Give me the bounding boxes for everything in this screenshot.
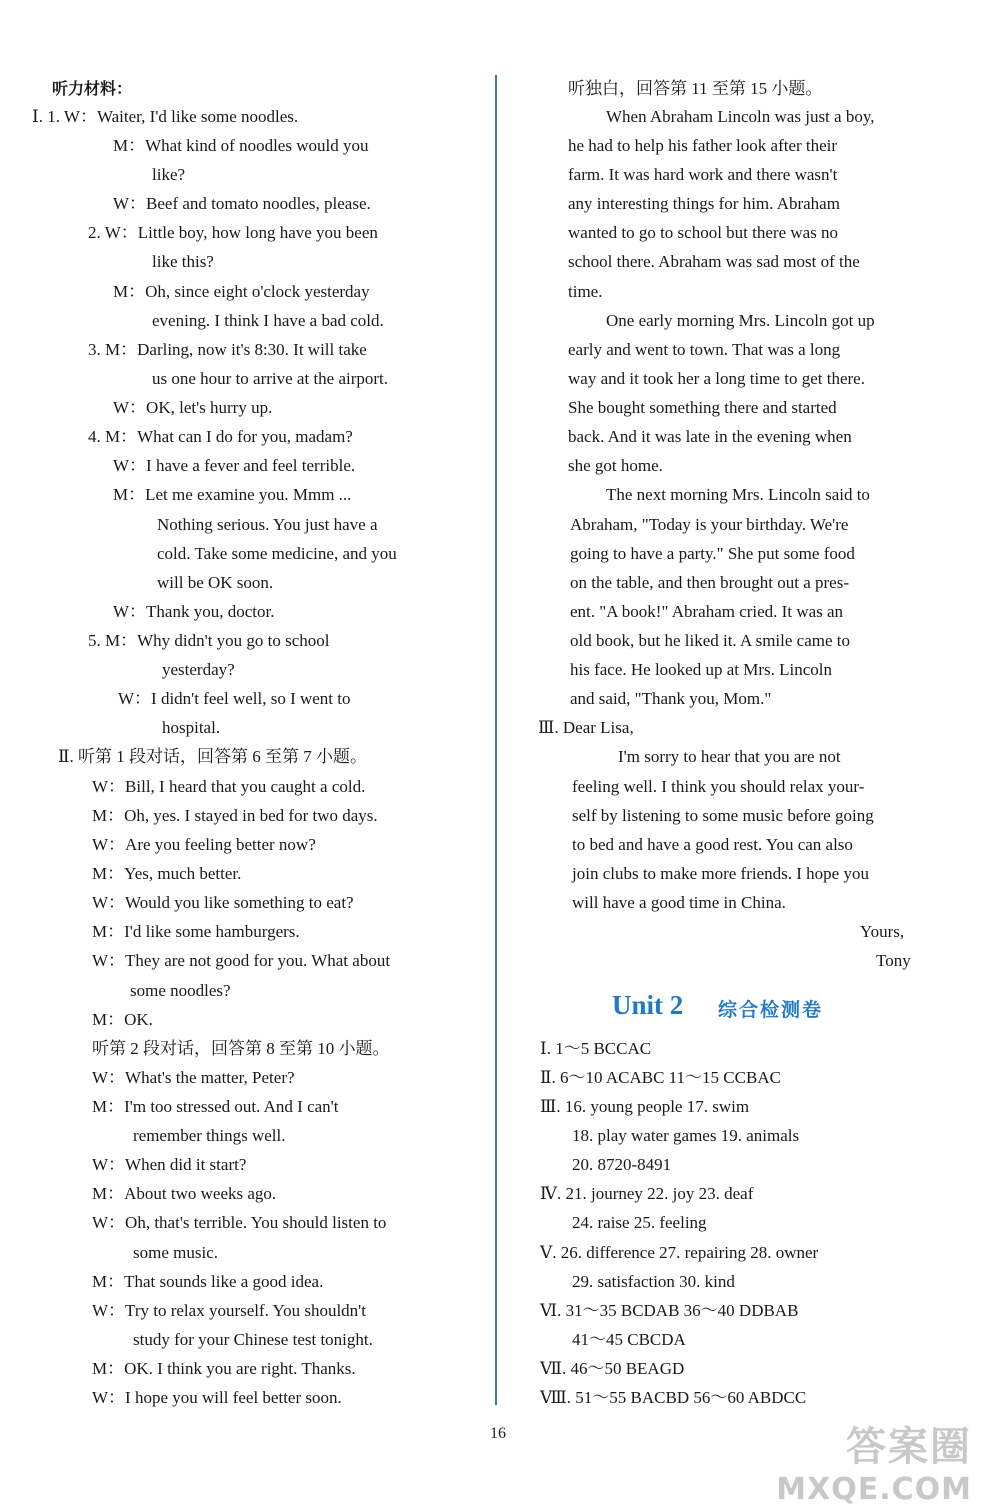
text-line: like this? [152,252,214,271]
watermark [776,1415,972,1507]
text-line: his face. He looked up at Mrs. Lincoln [570,660,833,679]
text-line: will have a good time in China. [572,893,786,912]
text-line: old book, but he liked it. A smile came to [570,631,850,650]
text-line: Ⅱ. 6～10 ACABC 11～15 CCBAC [540,1068,781,1087]
text-line: W：I hope you will feel better soon. [92,1388,342,1407]
text-line: M：I'm too stressed out. And I can't [92,1097,339,1116]
text-line: 听力材料： [52,79,133,98]
text-line: will be OK soon. [157,573,274,592]
text-line: yesterday? [162,660,235,679]
text-line: and said, "Thank you, Mom." [570,689,772,708]
unit-title: Unit 2 [612,990,684,1020]
text-line: back. And it was late in the evening when [568,427,852,446]
text-line: time. [568,282,603,301]
text-line: remember things well. [133,1126,286,1145]
text-line: 18. play water games 19. animals [572,1126,800,1145]
page-number: 16 [490,1425,506,1442]
text-line: Tony [876,951,911,970]
text-line: hospital. [162,718,221,737]
text-line: W：Bill, I heard that you caught a cold. [92,777,366,796]
text-line: Ⅲ. 16. young people 17. swim [540,1097,750,1116]
text-line: Ⅰ. 1～5 BCCAC [540,1039,652,1058]
text-line: 41～45 CBCDA [572,1330,686,1349]
text-line: on the table, and then brought out a pres- [570,573,850,592]
text-line: any interesting things for him. Abraham [568,194,840,213]
column-divider [495,75,497,1405]
text-line: 20. 8720-8491 [572,1155,672,1174]
text-line: 24. raise 25. feeling [572,1213,707,1232]
text-line: study for your Chinese test tonight. [133,1330,373,1349]
text-line: W：I have a fever and feel terrible. [113,456,356,475]
text-line: Ⅷ. 51～55 BACBD 56～60 ABDCC [540,1388,807,1407]
unit-subtitle: 综合检测卷 [718,999,824,1021]
text-line: One early morning Mrs. Lincoln got up [606,311,875,330]
text-line: farm. It was hard work and there wasn't [568,165,838,184]
text-line: When Abraham Lincoln was just a boy, [606,107,875,126]
text-line: some music. [133,1243,218,1262]
text-line: 3. M：Darling, now it's 8:30. It will take [88,340,367,359]
text-line: W：Are you feeling better now? [92,835,316,854]
text-line: she got home. [568,456,663,475]
text-line: M：Yes, much better. [92,864,242,883]
text-line: Ⅵ. 31～35 BCDAB 36～40 DDBAB [540,1301,799,1320]
text-line: M：Let me examine you. Mmm ... [113,485,352,504]
text-line: going to have a party." She put some food [570,544,855,563]
text-line: W：Thank you, doctor. [113,602,275,621]
text-line: 2. W：Little boy, how long have you been [88,223,378,242]
text-line: 4. M：What can I do for you, madam? [88,427,353,446]
text-line: evening. I think I have a bad cold. [152,311,384,330]
text-line: ent. "A book!" Abraham cried. It was an [570,602,844,621]
text-line: W：Beef and tomato noodles, please. [113,194,371,213]
text-line: Abraham, "Today is your birthday. We're [570,515,849,534]
text-line: She bought something there and started [568,398,837,417]
text-line: school there. Abraham was sad most of the [568,252,860,271]
text-line: W：Try to relax yourself. You shouldn't [92,1301,366,1320]
text-line: W：They are not good for you. What about [92,951,391,970]
text-line: feeling well. I think you should relax your- [572,777,865,796]
text-line: Ⅶ. 46～50 BEAGD [540,1359,685,1378]
text-line: M：What kind of noodles would you [113,136,369,155]
text-line: W：Oh, that's terrible. You should listen to [92,1213,387,1232]
text-line: M：Oh, since eight o'clock yesterday [113,282,370,301]
text-line: Ⅱ. 听第 1 段对话，回答第 6 至第 7 小题。 [58,747,368,766]
text-line: W：OK, let's hurry up. [113,398,273,417]
watermark-url: MXQE.COM [776,1472,972,1507]
text-line: 5. M：Why didn't you go to school [88,631,330,650]
text-line: like? [152,165,186,184]
text-line: early and went to town. That was a long [568,340,841,359]
text-line: W：When did it start? [92,1155,247,1174]
text-line: W：I didn't feel well, so I went to [118,689,351,708]
text-line: Ⅳ. 21. journey 22. joy 23. deaf [540,1184,754,1203]
text-line: he had to help his father look after their [568,136,838,155]
text-line: M：OK. [92,1010,153,1029]
text-line: 听第 2 段对话，回答第 8 至第 10 小题。 [92,1039,390,1058]
text-line: W：What's the matter, Peter? [92,1068,295,1087]
text-line: W：Would you like something to eat? [92,893,354,912]
text-line: 29. satisfaction 30. kind [572,1272,735,1291]
text-line: self by listening to some music before going [572,806,874,825]
text-line: The next morning Mrs. Lincoln said to [606,485,870,504]
text-line: Ⅴ. 26. difference 27. repairing 28. owner [540,1243,819,1262]
text-line: M：Oh, yes. I stayed in bed for two days. [92,806,378,825]
text-line: Ⅰ. 1. W：Waiter, I'd like some noodles. [32,107,299,126]
text-line: to bed and have a good rest. You can also [572,835,853,854]
watermark-logo-text: 答案圈 [846,1424,972,1470]
text-line: some noodles? [130,981,231,1000]
text-line: M：I'd like some hamburgers. [92,922,300,941]
text-line: 听独白，回答第 11 至第 15 小题。 [568,79,823,98]
text-line: M：About two weeks ago. [92,1184,277,1203]
text-line: M：OK. I think you are right. Thanks. [92,1359,356,1378]
text-line: cold. Take some medicine, and you [157,544,397,563]
text-line: way and it took her a long time to get there. [568,369,865,388]
text-line: M：That sounds like a good idea. [92,1272,324,1291]
text-line: I'm sorry to hear that you are not [618,747,841,766]
text-line: wanted to go to school but there was no [568,223,839,242]
text-line: Ⅲ. Dear Lisa, [538,718,634,737]
text-line: Yours, [860,922,905,941]
text-line: Nothing serious. You just have a [157,515,378,534]
text-line: join clubs to make more friends. I hope you [572,864,869,883]
text-line: us one hour to arrive at the airport. [152,369,389,388]
